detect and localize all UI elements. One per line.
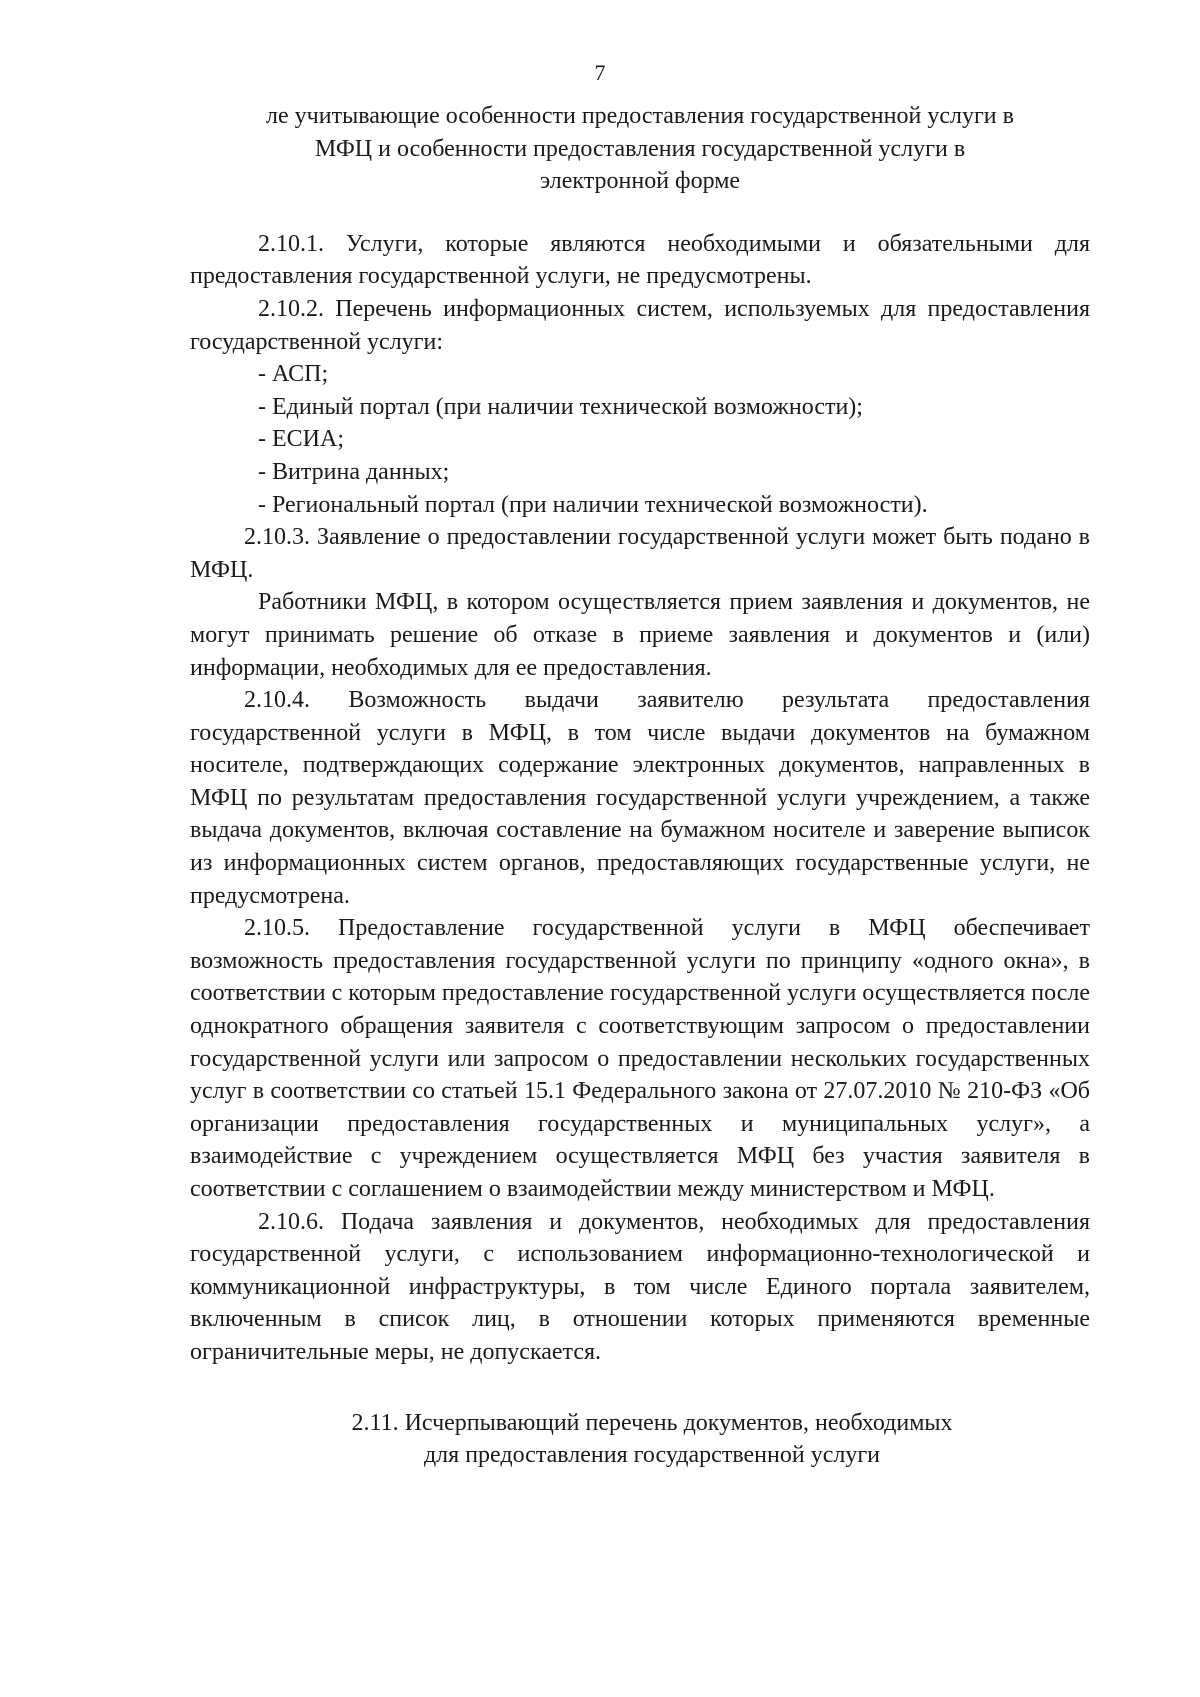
paragraph-2-10-5: 2.10.5. Предоставление государственной услуги в МФЦ обеспечивает возможность предоставления государственной услуги по принципу «одного окна», в соответствии с которым предоставление государственной услуги осуществляется после однократного обращения заявителя с соответствующим запросом о предоставлении государственной услуги или запросом о предоставлении нескольких государственных услуг в соответствии со статьей 15.1 Федерального закона от 27.07.2010 № 210-ФЗ «Об организации предоставления государственных и муниципальных услуг», а взаимодействие с учреждением осуществляется МФЦ без участия заявителя в соответствии с соглашением о взаимодействии между министерством и МФЦ. [190,915,1090,1202]
paragraph-2-10-1: 2.10.1. Услуги, которые являются необходимыми и обязательными для предоставления государственной услуги, не предусмотрены. [190,230,1090,290]
section-heading-top [190,100,1090,198]
list-item: - Региональный портал (при наличии технической возможности). [258,491,928,518]
heading-line: 2.11. Исчерпывающий перечень документов, необходимых [351,1409,953,1436]
paragraph-2-10-3: 2.10.3. Заявление о предоставлении государственной услуги может быть подано в МФЦ. [190,524,1090,583]
paragraph-mfc-workers: Работники МФЦ, в котором осуществляется прием заявления и документов, не могут принимать решение об отказе в приеме заявления и документов и (или) информации, необходимых для ее предоставления. [190,589,1090,681]
section-heading-2-11 [190,1407,1090,1472]
heading-line: электронной форме [539,168,741,195]
paragraph-2-10-4: 2.10.4. Возможность выдачи заявителю результата предоставления государственной услуги в МФЦ, в том числе выдачи документов на бумажном носителе, подтверждающих содержание электронных документов, направленных в МФЦ по результатам предоставления государственной услуги учреждением, а также выдача документов, включая составление на бумажном носителе и заверение выписок из информационных систем органов, предоставляющих государственные услуги, не предусмотрена. [190,687,1090,909]
document-body [190,100,1090,1472]
paragraph-2-10-6: 2.10.6. Подача заявления и документов, необходимых для предоставления государственной услуги, с использованием информационно-технологической и коммуникационной инфраструктуры, в том числе Единого портала заявителем, включенным в список лиц, в отношении которых применяются временные ограничительные меры, не допускается. [190,1208,1090,1365]
heading-line: для предоставления государственной услуги [423,1442,881,1469]
information-systems-list [190,358,1090,521]
list-item: - АСП; [258,361,329,388]
heading-line: ле учитывающие особенности предоставления государственной услуги в [266,103,1014,129]
list-item: - Единый портал (при наличии технической возможности); [258,393,863,420]
list-item: - ЕСИА; [258,426,344,453]
heading-line: МФЦ и особенности предоставления государственной услуги в [314,135,966,162]
list-item: - Витрина данных; [258,458,450,485]
page-number: 7 [594,60,606,85]
paragraph-2-10-2: 2.10.2. Перечень информационных систем, используемых для предоставления государственной услуги: [190,295,1090,355]
